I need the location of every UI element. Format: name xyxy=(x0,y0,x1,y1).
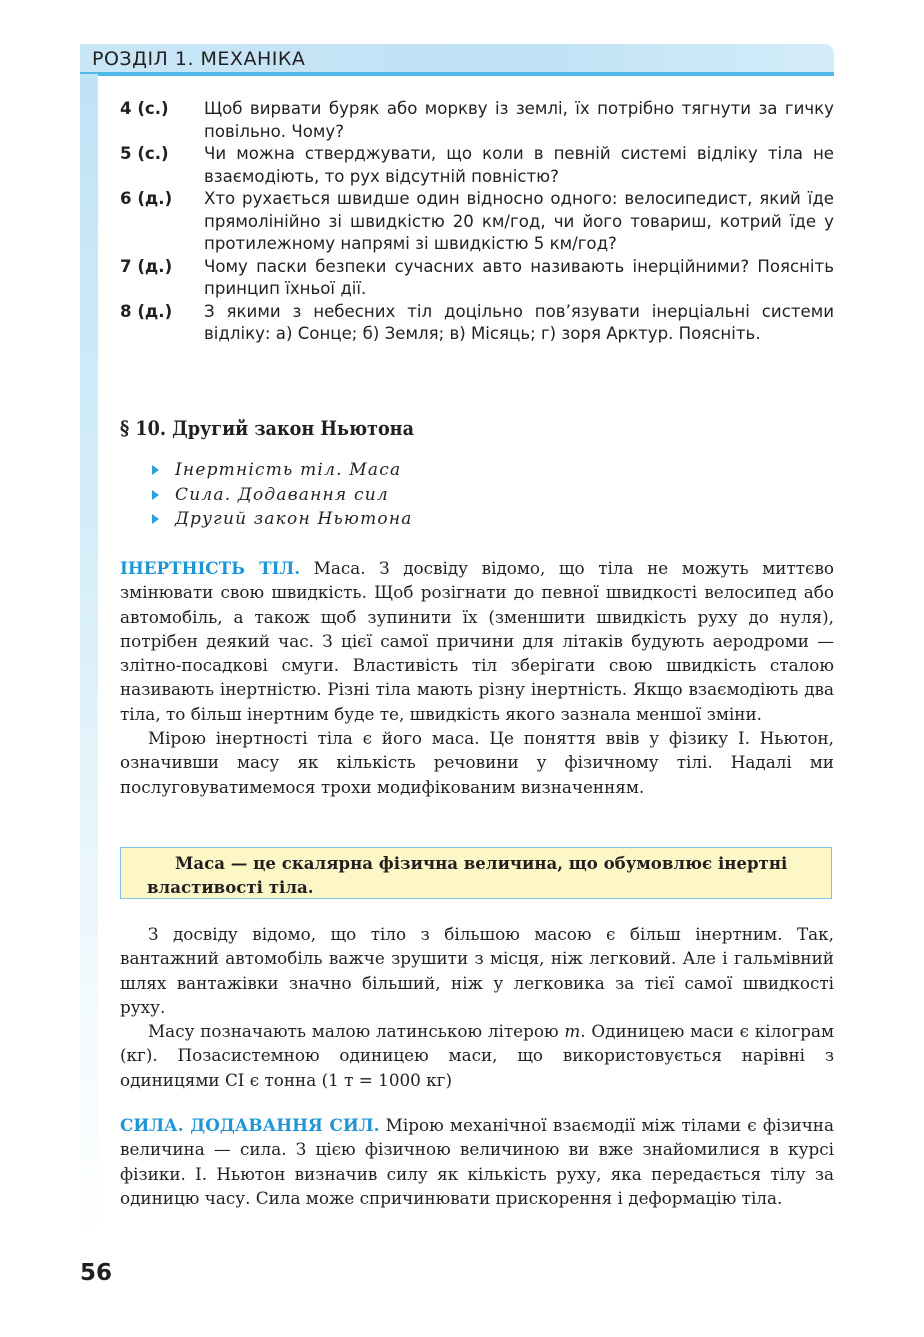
side-color-strip xyxy=(80,74,98,1244)
mass-section xyxy=(120,922,834,1092)
triangle-bullet-icon xyxy=(152,490,159,500)
question-item xyxy=(120,98,834,143)
topics-list xyxy=(152,458,413,532)
question-item xyxy=(120,301,834,346)
force-lead: СИЛА. ДОДАВАННЯ СИЛ. xyxy=(120,1115,380,1135)
inertia-section xyxy=(120,556,834,799)
question-number: 6 (д.) xyxy=(120,189,173,208)
force-text-1: Мірою механічної взаємодії між тілами є фізична величина — сила. З цією фізичною величиною ви вже знайомилися в курсі фізики. І. Ньютон визначив силу як кількість руху, яка передається тілу за одиницю часу. Сила може спричинювати прискорення і деформацію тіла. xyxy=(120,1115,834,1208)
question-text: Щоб вирвати буряк або моркву із землі, їх потрібно тягнути за гичку повільно. Чому? xyxy=(204,99,834,141)
topic-label: Сила. Додавання сил xyxy=(175,484,389,505)
force-section xyxy=(120,1113,834,1210)
topic-item xyxy=(152,458,413,483)
mass-text-b: . Одиницею маси є кілограм (кг). Позасистемною одиницею маси, що використовується нарівні з одиницями СІ є тонна (1 т = 1000 кг) xyxy=(120,1021,834,1090)
definition-box xyxy=(120,847,832,899)
question-item xyxy=(120,188,834,256)
definition-line-2: властивості тіла. xyxy=(147,877,314,897)
topic-item xyxy=(152,507,413,532)
question-number: 5 (с.) xyxy=(120,144,169,163)
section-header-title: РОЗДІЛ 1. МЕХАНІКА xyxy=(92,48,306,70)
triangle-bullet-icon xyxy=(152,465,159,475)
mass-paragraph-2 xyxy=(120,1019,834,1092)
force-paragraph-1 xyxy=(120,1113,834,1210)
inertia-paragraph-2: Мірою інертності тіла є його маса. Це поняття ввів у фізику І. Ньютон, означивши масу як кількість речовини у фізичному тілі. Надалі ми послуговуватимемося трохи модифікованим визначенням. xyxy=(120,728,834,797)
question-number: 8 (д.) xyxy=(120,301,173,321)
question-item xyxy=(120,143,834,188)
questions-list xyxy=(120,98,834,346)
question-item xyxy=(120,256,834,301)
section-title: § 10. Другий закон Ньютона xyxy=(120,416,414,440)
question-number: 7 (д.) xyxy=(120,256,173,276)
topic-item xyxy=(152,483,413,508)
inertia-paragraph-1 xyxy=(120,556,834,726)
mass-symbol: m xyxy=(564,1021,581,1042)
question-text: Чи можна стверджувати, що коли в певній системі відліку тіла не взаємодіють, то рух відсутній повністю? xyxy=(204,144,834,186)
header-underline xyxy=(80,72,834,76)
inertia-text-1: Маса. З досвіду відомо, що тіла не можуть миттєво змінювати свою швидкість. Щоб розігнати до певної швидкості велосипед або автомобіль, а також щоб зупинити їх (зменшити швидкість руху до нуля), потрібен деякий час. З цієї самої причини для літаків будують аеродроми — злітно-посадкові смуги. Властивість тіл зберігати свою швидкість сталою називають інертністю. Різні тіла мають різну інертність. Якщо взаємодіють два тіла, то більш інертним буде те, швидкість якого зазнала меншої зміни. xyxy=(120,558,834,724)
section-header-bar xyxy=(80,44,834,74)
definition-line-1: Маса — це скалярна фізична величина, що обумовлює інертні xyxy=(175,853,788,873)
topic-label: Інертність тіл. Маса xyxy=(175,460,402,480)
mass-text-a: Масу позначають малою латинською літерою xyxy=(148,1021,565,1042)
question-text: Чому паски безпеки сучасних авто називають інерційними? Поясніть принцип їхньої дії. xyxy=(204,256,834,298)
triangle-bullet-icon xyxy=(152,514,159,524)
question-number: 4 (с.) xyxy=(120,99,169,118)
topic-label: Другий закон Ньютона xyxy=(175,509,413,529)
page-number: 56 xyxy=(80,1260,113,1286)
inertia-lead: ІНЕРТНІСТЬ ТІЛ. xyxy=(120,558,301,578)
question-text: Хто рухається швидше один відносно одного: велосипедист, який їде прямолінійно зі швидкістю 20 км/год, чи його товариш, котрий їде у протилежному напрямі зі швидкістю 5 км/год? xyxy=(204,189,834,253)
question-text: З якими з небесних тіл доцільно пов’язувати інерціальні системи відліку: а) Сонце; б) Земля; в) Місяць; г) зоря Арктур. Поясніть. xyxy=(204,301,834,343)
mass-paragraph-1: З досвіду відомо, що тіло з більшою масою є більш інертним. Так, вантажний автомобіль важче зрушити з місця, ніж легковий. Але і гальмівний шлях вантажівки значно більший, ніж у легковика за тієї самої швидкості руху. xyxy=(120,924,834,1017)
